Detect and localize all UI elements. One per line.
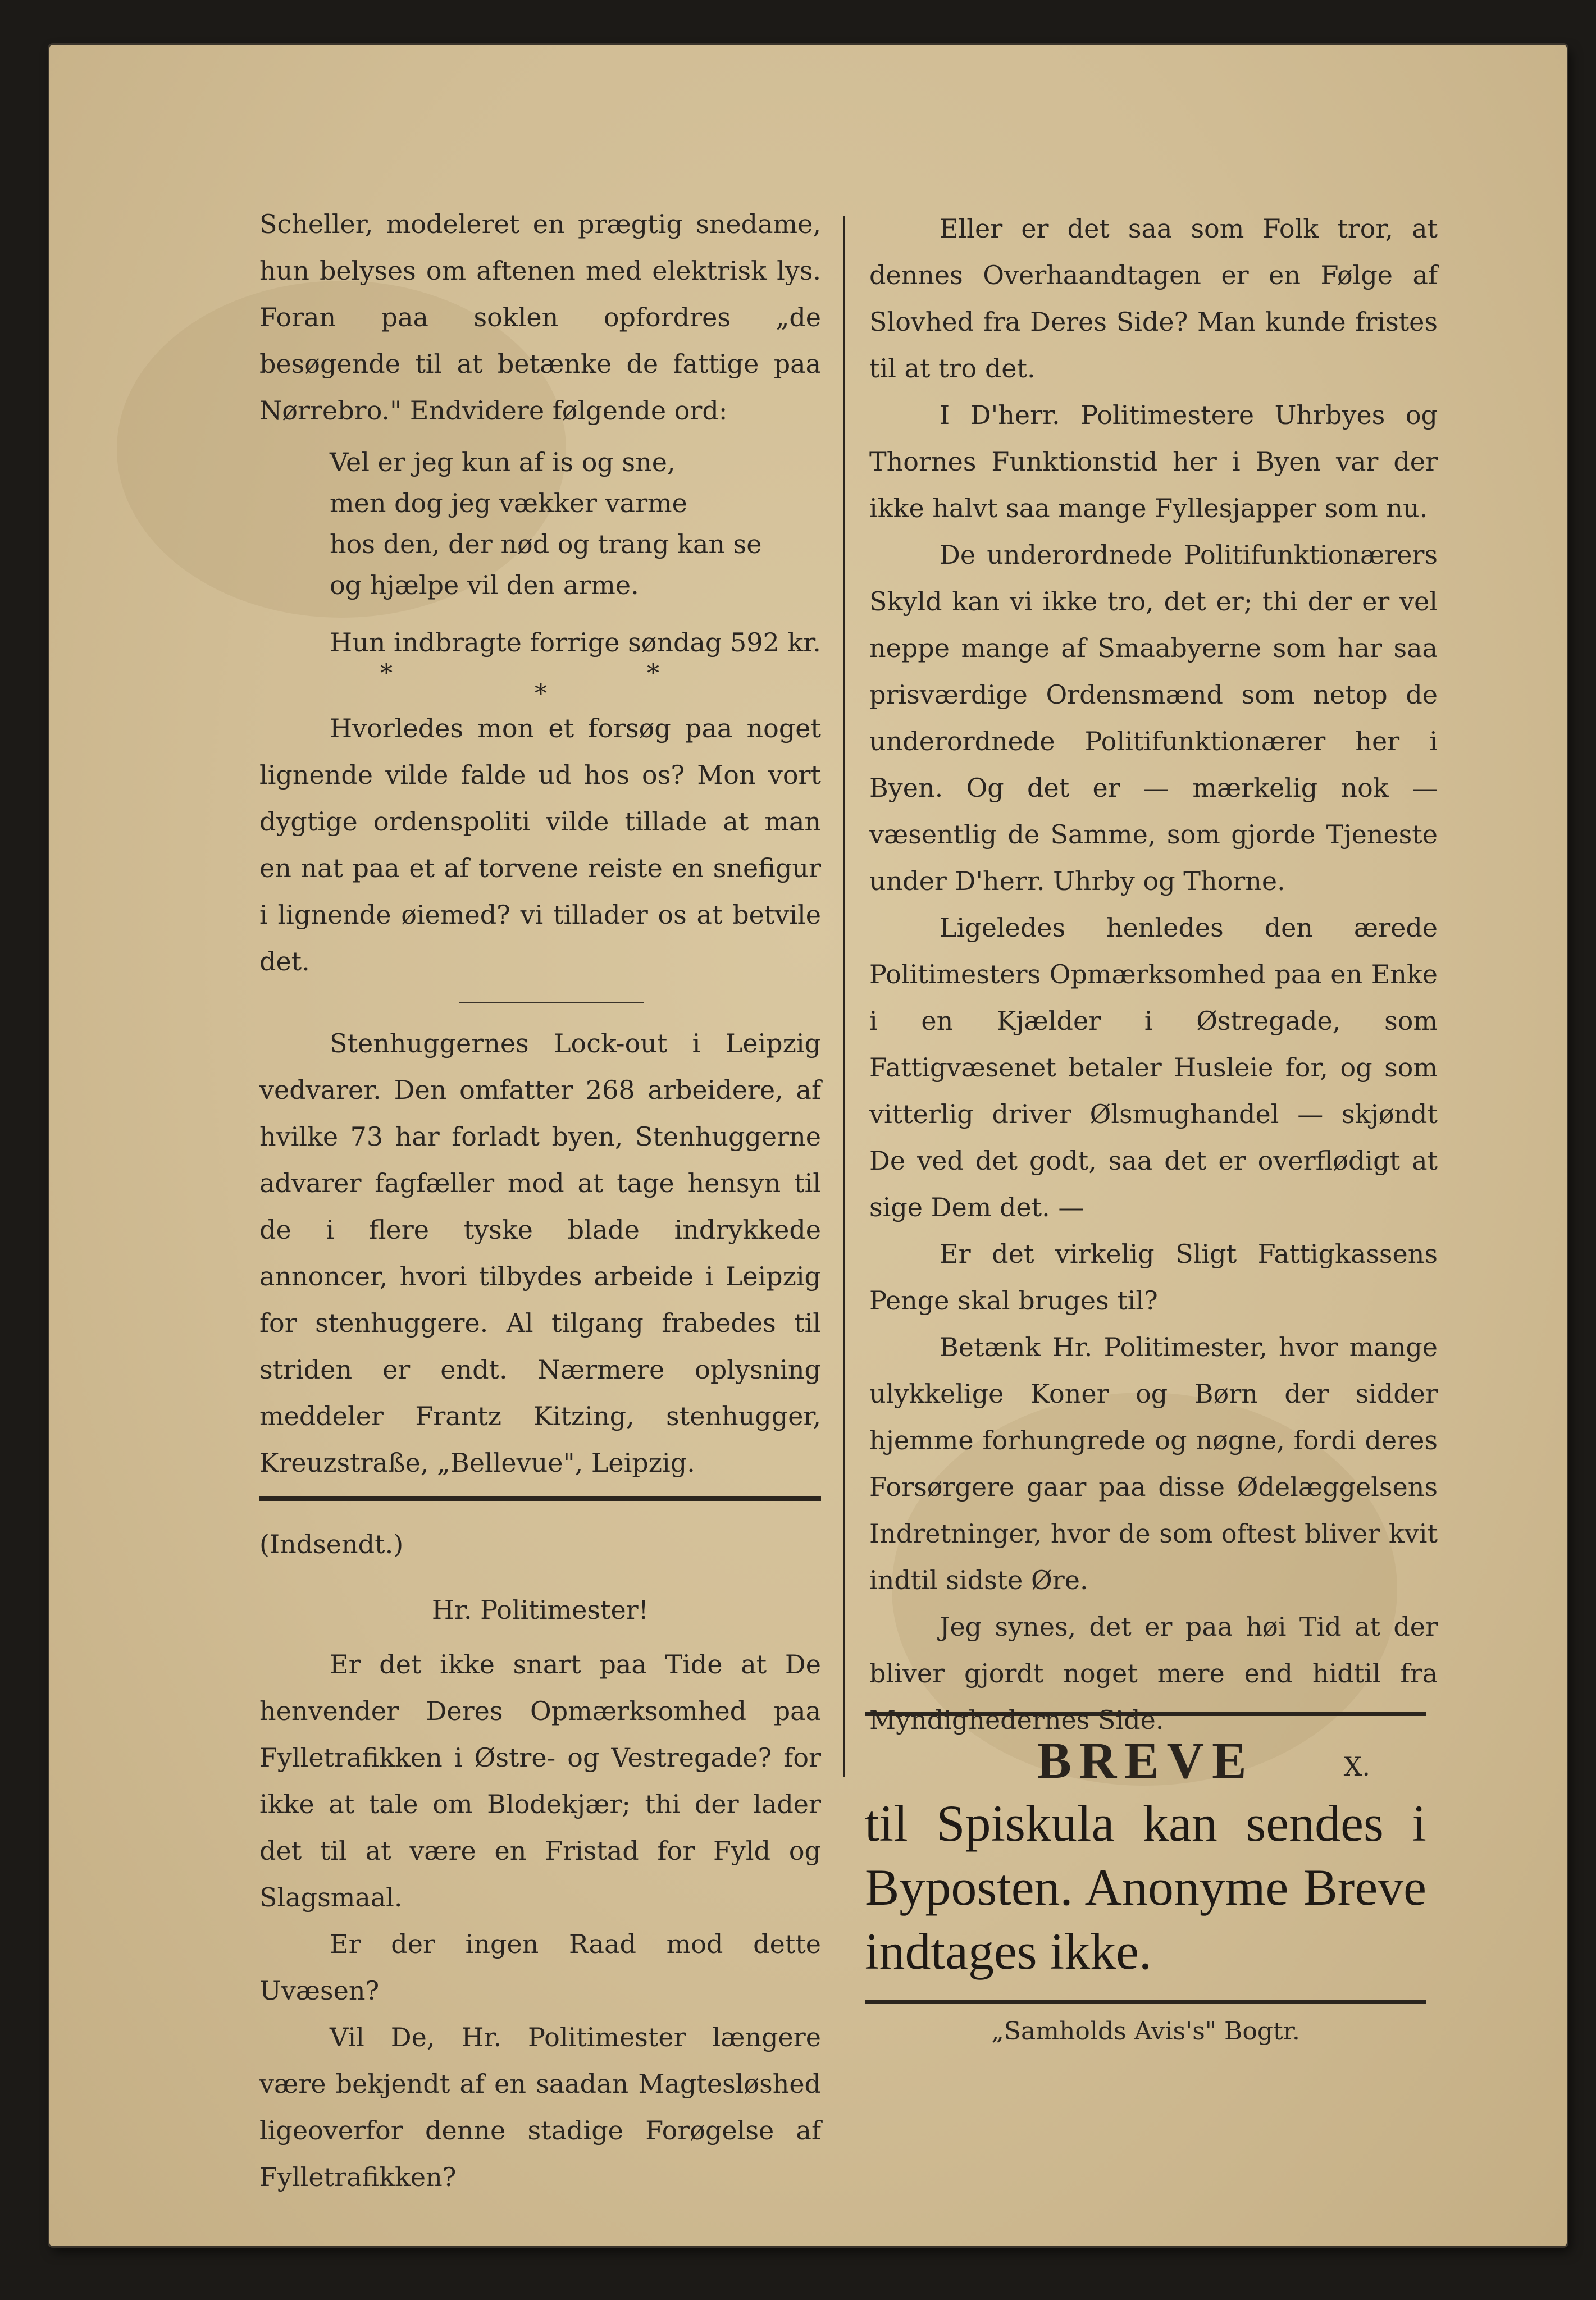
column-divider: [843, 216, 845, 1777]
letter-paragraph: Ligeledes henledes den ærede Politimesters Opmærksomhed paa en Enke i en Kjælder i Østregade, som Fattigvæsenet betaler Husleie for, og som vitterlig driver Ølsmughandel — skjøndt De ved det godt, saa det er overflødigt at sige Dem det. —: [869, 912, 1438, 1222]
asterism: [259, 659, 821, 708]
breve-advertisement: [865, 1712, 1426, 2046]
letter-paragraph: Eller er det saa som Folk tror, at dennes Overhaandtagen er en Følge af Slovhed fra Deres Side? Man kunde fristes til at tro det.: [869, 213, 1438, 384]
poem-line: hos den, der nød og trang kan se: [330, 529, 762, 559]
section-rule: [259, 1496, 821, 1501]
poem-line: og hjælpe vil den arme.: [330, 570, 639, 600]
left-column: [259, 201, 821, 2201]
right-column: [869, 206, 1438, 1790]
letter-paragraph: De underordnede Politifunktionærers Skyld kan vi ikke tro, det er; thi der er vel neppe mange af Smaabyerne som har saa prisværdige Ordensmænd som netop de underordnede Politifunktionærer her i Byen. Og det er — mærkelig nok — væsentlig de Samme, som gjorde Tjeneste under D'herr. Uhrby og Thorne.: [869, 540, 1438, 896]
poem-line: Vel er jeg kun af is og sne,: [330, 447, 676, 477]
letter-paragraph: I D'herr. Politimestere Uhrbyes og Thornes Funktionstid her i Byen var der ikke halvt saa mange Fyllesjapper som nu.: [869, 400, 1438, 523]
letter-paragraph: Vil De, Hr. Politimester længere være bekjendt af en saadan Magtesløshed ligeoverfor denne stadige Forøgelse af Fylletrafikken?: [259, 2022, 821, 2192]
letter-paragraph: Er der ingen Raad mod dette Uvæsen?: [259, 1929, 821, 2006]
section-rule: [459, 1002, 644, 1003]
asterisk: *: [535, 679, 547, 708]
letter-paragraph: Jeg synes, det er paa høi Tid at der bliver gjordt noget mere end hidtil fra Myndighedernes Side.: [869, 1612, 1438, 1735]
intro-paragraph: Scheller, modeleret en prægtig snedame, hun belyses om aftenen med elektrisk lys. Foran paa soklen opfordres „de besøgende til at betænke de fattige paa Nørrebro." Endvidere følgende ord:: [259, 209, 821, 426]
lockout-paragraph: Stenhuggernes Lock-out i Leipzig vedvarer. Den omfatter 268 arbeidere, af hvilke 73 har forladt byen, Stenhuggerne advarer fagfæller mod at tage hensyn til de i flere tyske blade indrykkede annoncer, hvori tilbydes arbeide i Leipzig for stenhuggere. Al tilgang frabedes til striden er endt. Nærmere oplysning meddeler Frantz Kitzing, stenhugger, Kreuzstraße, „Bellevue", Leipzig.: [259, 1028, 821, 1478]
question-paragraph: Hvorledes mon et forsøg paa noget lignende vilde falde ud hos os? Mon vort dygtige ordenspoliti vilde tillade at man en nat paa et af torvene reiste en snefigur i lignende øiemed? vi tillader os at betvile det.: [259, 713, 821, 976]
letter-paragraph: Er det virkelig Sligt Fattigkassens Penge skal bruges til?: [869, 1239, 1438, 1316]
printer-imprint: „Samholds Avis's" Bogtr.: [991, 2017, 1300, 2046]
submitted-note: (Indsendt.): [259, 1529, 404, 1559]
asterisk: *: [380, 659, 393, 688]
advert-body: til Spiskula kan sendes i Byposten. Anonyme Breve indtages ikke.: [865, 1795, 1426, 1980]
letter-paragraph: Er det ikke snart paa Tide at De henvender Deres Opmærksomhed paa Fylletrafikken i Østre- og Vestregade? for ikke at tale om Blodekjær; thi der lader det til at være en Fristad for Fyld og Slagsmaal.: [259, 1649, 821, 1913]
poem-line: men dog jeg vækker varme: [330, 488, 687, 518]
advert-heading: BREVE: [1037, 1732, 1255, 1789]
section-rule: [865, 2000, 1426, 2004]
letter-paragraph: Betænk Hr. Politimester, hvor mange ulykkelige Koner og Børn der sidder hjemme forhungrede og nøgne, fordi deres Forsørgere gaar paa disse Ødelæggelsens Indretninger, hvor de som oftest bliver kvit indtil sidste Øre.: [869, 1332, 1438, 1595]
poem: [330, 442, 821, 606]
letter-signature: X.: [1343, 1751, 1370, 1782]
asterisk: *: [647, 659, 659, 688]
letter-salutation: Hr. Politimester!: [431, 1595, 649, 1625]
section-rule: [865, 1712, 1426, 1716]
collection-sentence: Hun indbragte forrige søndag 592 kr.: [330, 627, 821, 658]
